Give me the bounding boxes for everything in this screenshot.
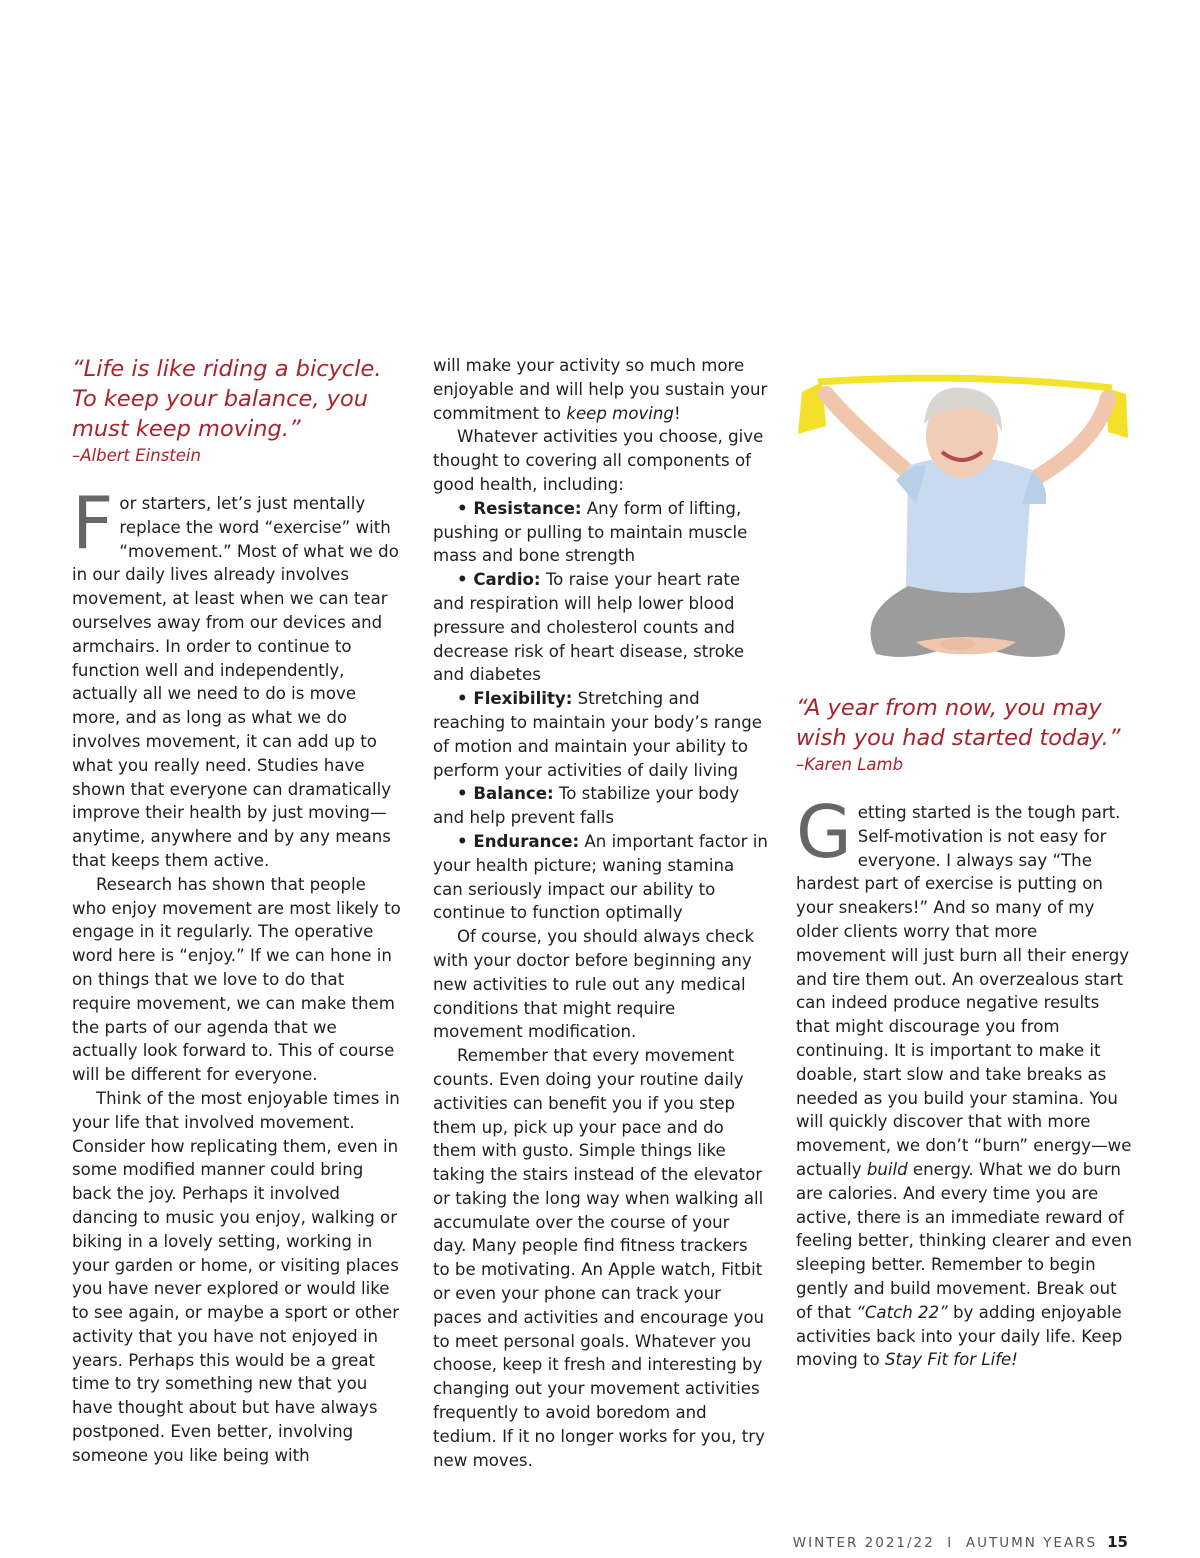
bullet-balance: • Balance: To stabilize your body and help prevent falls [433, 784, 740, 828]
continuation-paragraph: will make your activity so much more enjoyable and will help you sustain your commitment to keep moving! [433, 356, 768, 423]
intro-paragraph: For starters, let’s just mentally replace the word “exercise” with “movement.” Most of what we do in our daily lives already involves movement, at least when we can tear ourselves away from our devices and armchairs. In order to continue to function well and independently, actually all we need to do is move more, and as long as what we do involves movement, it can add up to what you really need. Studies have shown that everyone can dramatically improve their health by just moving—anytime, anywhere and by any means that keeps them active. [72, 481, 399, 870]
lamb-attribution: –Karen Lamb [796, 755, 904, 774]
doctor-paragraph: Of course, you should always check with your doctor before beginning any new activities to rule out any medical conditions that might require movement modification. [433, 927, 755, 1042]
column-2 [433, 354, 768, 1472]
lamb-quote: “A year from now, you may wish you had started today.” [796, 695, 1121, 751]
einstein-quote: “Life is like riding a bicycle. To keep your balance, you must keep moving.” [72, 356, 382, 442]
bullet-resistance: • Resistance: Any form of lifting, pushing or pulling to maintain muscle mass and bone strength [433, 498, 748, 566]
every-movement-paragraph: Remember that every movement counts. Even doing your routine daily activities can benefit you if you step them up, pick up your pace and do them with gusto. Simple things like taking the stairs instead of the elevator or taking the long way when walking all accumulate over the course of your day. Many people find fitness trackers to be motivating. An Apple watch, Fitbit or even your phone can track your paces and activities and encourage you to meet personal goals. Whatever you choose, keep it fresh and interesting by changing out your movement activities frequently to avoid boredom and tedium. If it no longer works for you, try new moves. [433, 1046, 765, 1470]
column-1 [72, 354, 402, 1468]
column-3 [796, 354, 1132, 1372]
senior-woman-exercise-photo [796, 354, 1132, 689]
page-number: 15 [1107, 1533, 1128, 1551]
issue-label: WINTER 2021/22 I AUTUMN YEARS [792, 1535, 1098, 1551]
drop-cap-f: F [72, 481, 114, 565]
bullet-flexibility: • Flexibility: Stretching and reaching to maintain your body’s range of motion and maintain your ability to perform your activities of daily living [433, 689, 762, 780]
getting-started-paragraph: Getting started is the tough part. Self-motivation is not easy for everyone. I always say “The hardest part of exercise is putting on your sneakers!” And so many of my older clients worry that more movement will just burn all their energy and tire them out. An overzealous start can indeed produce negative results that might discourage you from continuing. It is important to make it doable, start slow and take breaks as needed as you build your stamina. You will quickly discover that with more movement, we don’t “burn” energy—we actually build energy. What we do burn are calories. And every time you are active, there is an immediate reward of feeling better, thinking clearer and even sleeping better. Remember to begin gently and build movement. Break out of that “Catch 22” by adding enjoyable activities back into your daily life. Keep moving to Stay Fit for Life! [796, 790, 1132, 1370]
page-footer [793, 1533, 1128, 1551]
bullet-cardio: • Cardio: To raise your heart rate and respiration will help lower blood pressure and cholesterol counts and decrease risk of heart disease, stroke and diabetes [433, 570, 745, 685]
drop-cap-g: G [796, 790, 852, 874]
einstein-attribution: –Albert Einstein [72, 446, 201, 465]
woman-with-resistance-band-illustration [796, 354, 1132, 689]
enjoyable-times-paragraph: Think of the most enjoyable times in your life that involved movement. Consider how replicating them, even in some modified manner could bring back the joy. Perhaps it involved dancing to music you enjoy, walking or biking in a lovely setting, working in your garden or home, or visiting places you have never explored or would like to see again, or maybe a sport or other activity that you have not enjoyed in years. Perhaps this would be a great time to try something new that you have thought about but have always postponed. Even better, involving someone you like being with [72, 1088, 400, 1465]
components-intro: Whatever activities you choose, give thought to covering all components of good health, including: [433, 427, 764, 494]
research-paragraph: Research has shown that people who enjoy movement are most likely to engage in it regularly. The operative word here is “enjoy.” If we can hone in on things that we love to do that require movement, we can make them the parts of our agenda that we actually look forward to. This of course will be different for everyone. [72, 874, 401, 1085]
bullet-endurance: • Endurance: An important factor in your health picture; waning stamina can seriously impact our ability to continue to function optimally [433, 831, 768, 923]
